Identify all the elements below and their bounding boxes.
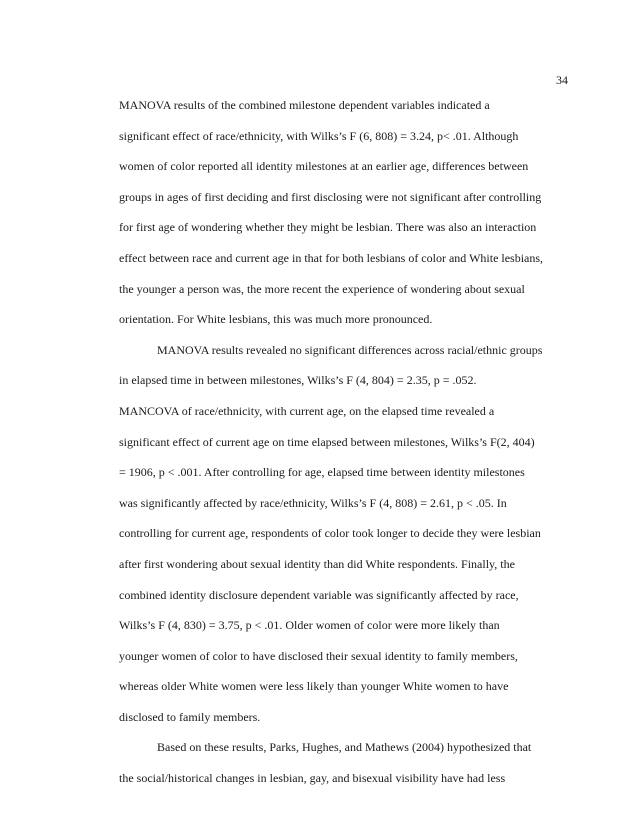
text-line: MANCOVA of race/ethnicity, with current age, on the elapsed time revealed a [119,403,495,418]
text-line: controlling for current age, respondents of color took longer to decide they were lesbian [119,526,541,541]
text-line: orientation. For White lesbians, this was much more pronounced. [119,312,433,327]
text-line: significant effect of race/ethnicity, with Wilks’s F (6, 808) = 3.24, p< .01. Although [119,128,519,143]
text-line: = 1906, p < .001. After controlling for age, elapsed time between identity milestones [119,465,525,480]
text-line: significant effect of current age on time elapsed between milestones, Wilks’s F(2, 404) [119,434,535,449]
text-line: disclosed to family members. [119,709,261,724]
text-line: MANOVA results of the combined milestone dependent variables indicated a [119,98,490,112]
text-line: younger women of color to have disclosed their sexual identity to family members, [119,648,518,663]
text-line: women of color reported all identity milestones at an earlier age, differences between [119,159,529,174]
text-line: Wilks’s F (4, 830) = 3.75, p < .01. Older women of color were more likely than [119,618,500,633]
text-line: Based on these results, Parks, Hughes, and Mathews (2004) hypothesized that [157,740,532,755]
text-line: effect between race and current age in that for both lesbians of color and White lesbians, [119,250,544,265]
text-line: the social/historical changes in lesbian, gay, and bisexual visibility have had less [119,771,506,786]
text-line: groups in ages of first deciding and first disclosing were not significant after controlling [119,189,542,204]
page-number: 34 [556,73,568,87]
text-line: in elapsed time in between milestones, Wilks’s F (4, 804) = 2.35, p = .052. [119,373,477,388]
text-line: the younger a person was, the more recent the experience of wondering about sexual [119,281,525,296]
text-line: for first age of wondering whether they might be lesbian. There was also an interaction [119,220,537,235]
text-line: whereas older White women were less likely than younger White women to have [119,679,509,694]
text-line: combined identity disclosure dependent variable was significantly affected by race, [119,587,519,602]
body-text [119,90,579,794]
text-line: MANOVA results revealed no significant differences across racial/ethnic groups [157,342,543,357]
text-line: after first wondering about sexual identity than did White respondents. Finally, the [119,556,515,571]
text-line: was significantly affected by race/ethnicity, Wilks’s F (4, 808) = 2.61, p < .05. In [119,495,507,510]
